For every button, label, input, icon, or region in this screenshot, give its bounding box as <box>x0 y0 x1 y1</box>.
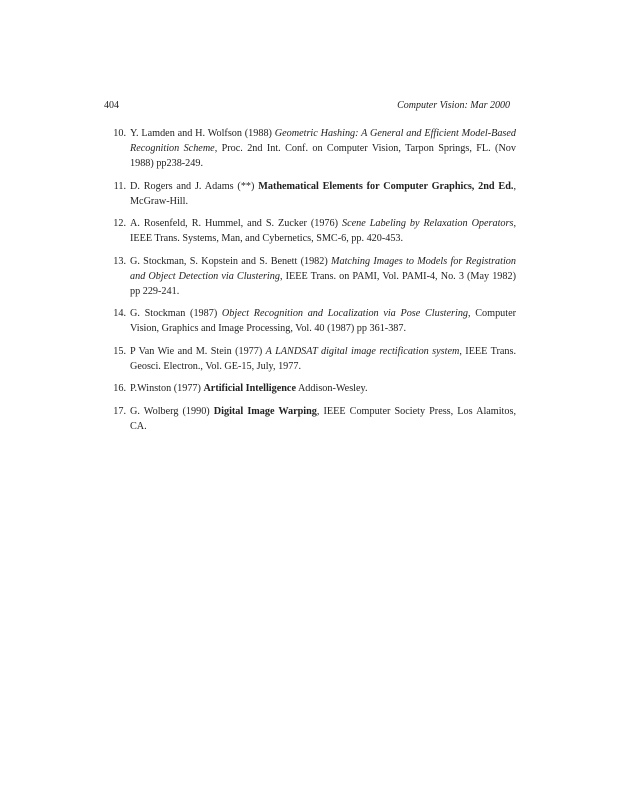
reference-title-bold: Artificial Intelligence <box>203 383 296 394</box>
reference-text: Y. Lamden and H. Wolfson (1988) <box>130 128 275 139</box>
reference-text: , IEEE Computer Society Press, Los Alamitos, CA. <box>130 405 516 432</box>
reference-title-italic: Matching Images to Models for Registration and Object Detection via Clustering <box>130 255 516 282</box>
reference-item <box>104 404 516 434</box>
reference-number: 14. <box>113 308 126 319</box>
reference-text: G. Wolberg (1990) <box>130 405 214 417</box>
reference-title-bold: Digital Image Warping <box>213 405 317 417</box>
reference-text: P.Winston (1977) <box>130 383 204 394</box>
reference-item <box>104 306 516 336</box>
reference-number: 15. <box>113 345 126 357</box>
reference-title-italic: Object Recognition and Localization via Pose Clustering <box>221 308 469 319</box>
reference-text: , IEEE Trans. Geosci. Electron., Vol. GE-15, July, 1977. <box>130 345 516 372</box>
reference-number: 13. <box>113 255 126 267</box>
reference-number: 10. <box>113 128 126 139</box>
running-title: Computer Vision: Mar 2000 <box>397 100 510 111</box>
reference-number: 17. <box>113 405 126 417</box>
reference-title-italic: Geometric Hashing: A General and Efficient Model-Based Recognition Scheme <box>130 128 516 154</box>
reference-title-italic: A LANDSAT digital image rectification system <box>265 345 460 357</box>
reference-text: , IEEE Trans. Systems, Man, and Cybernetics, SMC-6, pp. 420-453. <box>130 218 516 244</box>
reference-text: , Proc. 2nd Int. Conf. on Computer Vision, Tarpon Springs, FL. (Nov 1988) pp238-249. <box>130 143 516 169</box>
reference-item <box>104 126 516 171</box>
reference-text: D. Rogers and J. Adams (**) <box>130 180 259 192</box>
reference-text: G. Stockman (1987) <box>130 308 222 319</box>
reference-item <box>104 381 516 396</box>
reference-item <box>104 216 516 246</box>
page-number: 404 <box>104 100 119 111</box>
reference-text: G. Stockman, S. Kopstein and S. Benett (1982) <box>130 255 332 267</box>
reference-list <box>104 126 516 441</box>
reference-item <box>104 344 516 374</box>
reference-text: , McGraw-Hill. <box>130 180 516 207</box>
reference-text: P Van Wie and M. Stein (1977) <box>130 345 266 357</box>
reference-title-bold: Mathematical Elements for Computer Graphics, 2nd Ed. <box>258 180 514 192</box>
reference-number: 12. <box>113 218 126 229</box>
reference-number: 11. <box>113 180 126 192</box>
reference-item <box>104 254 516 299</box>
reference-text: , IEEE Trans. on PAMI, Vol. PAMI-4, No. 3 (May 1982) pp 229-241. <box>130 270 516 297</box>
reference-title-italic: Scene Labeling by Relaxation Operators <box>341 218 514 229</box>
reference-number: 16. <box>113 383 126 394</box>
reference-text: , Computer Vision, Graphics and Image Processing, Vol. 40 (1987) pp 361-387. <box>130 308 517 334</box>
reference-item <box>104 179 516 209</box>
reference-text: Addison-Wesley. <box>295 383 368 394</box>
reference-text: A. Rosenfeld, R. Hummel, and S. Zucker (1976) <box>130 218 342 229</box>
